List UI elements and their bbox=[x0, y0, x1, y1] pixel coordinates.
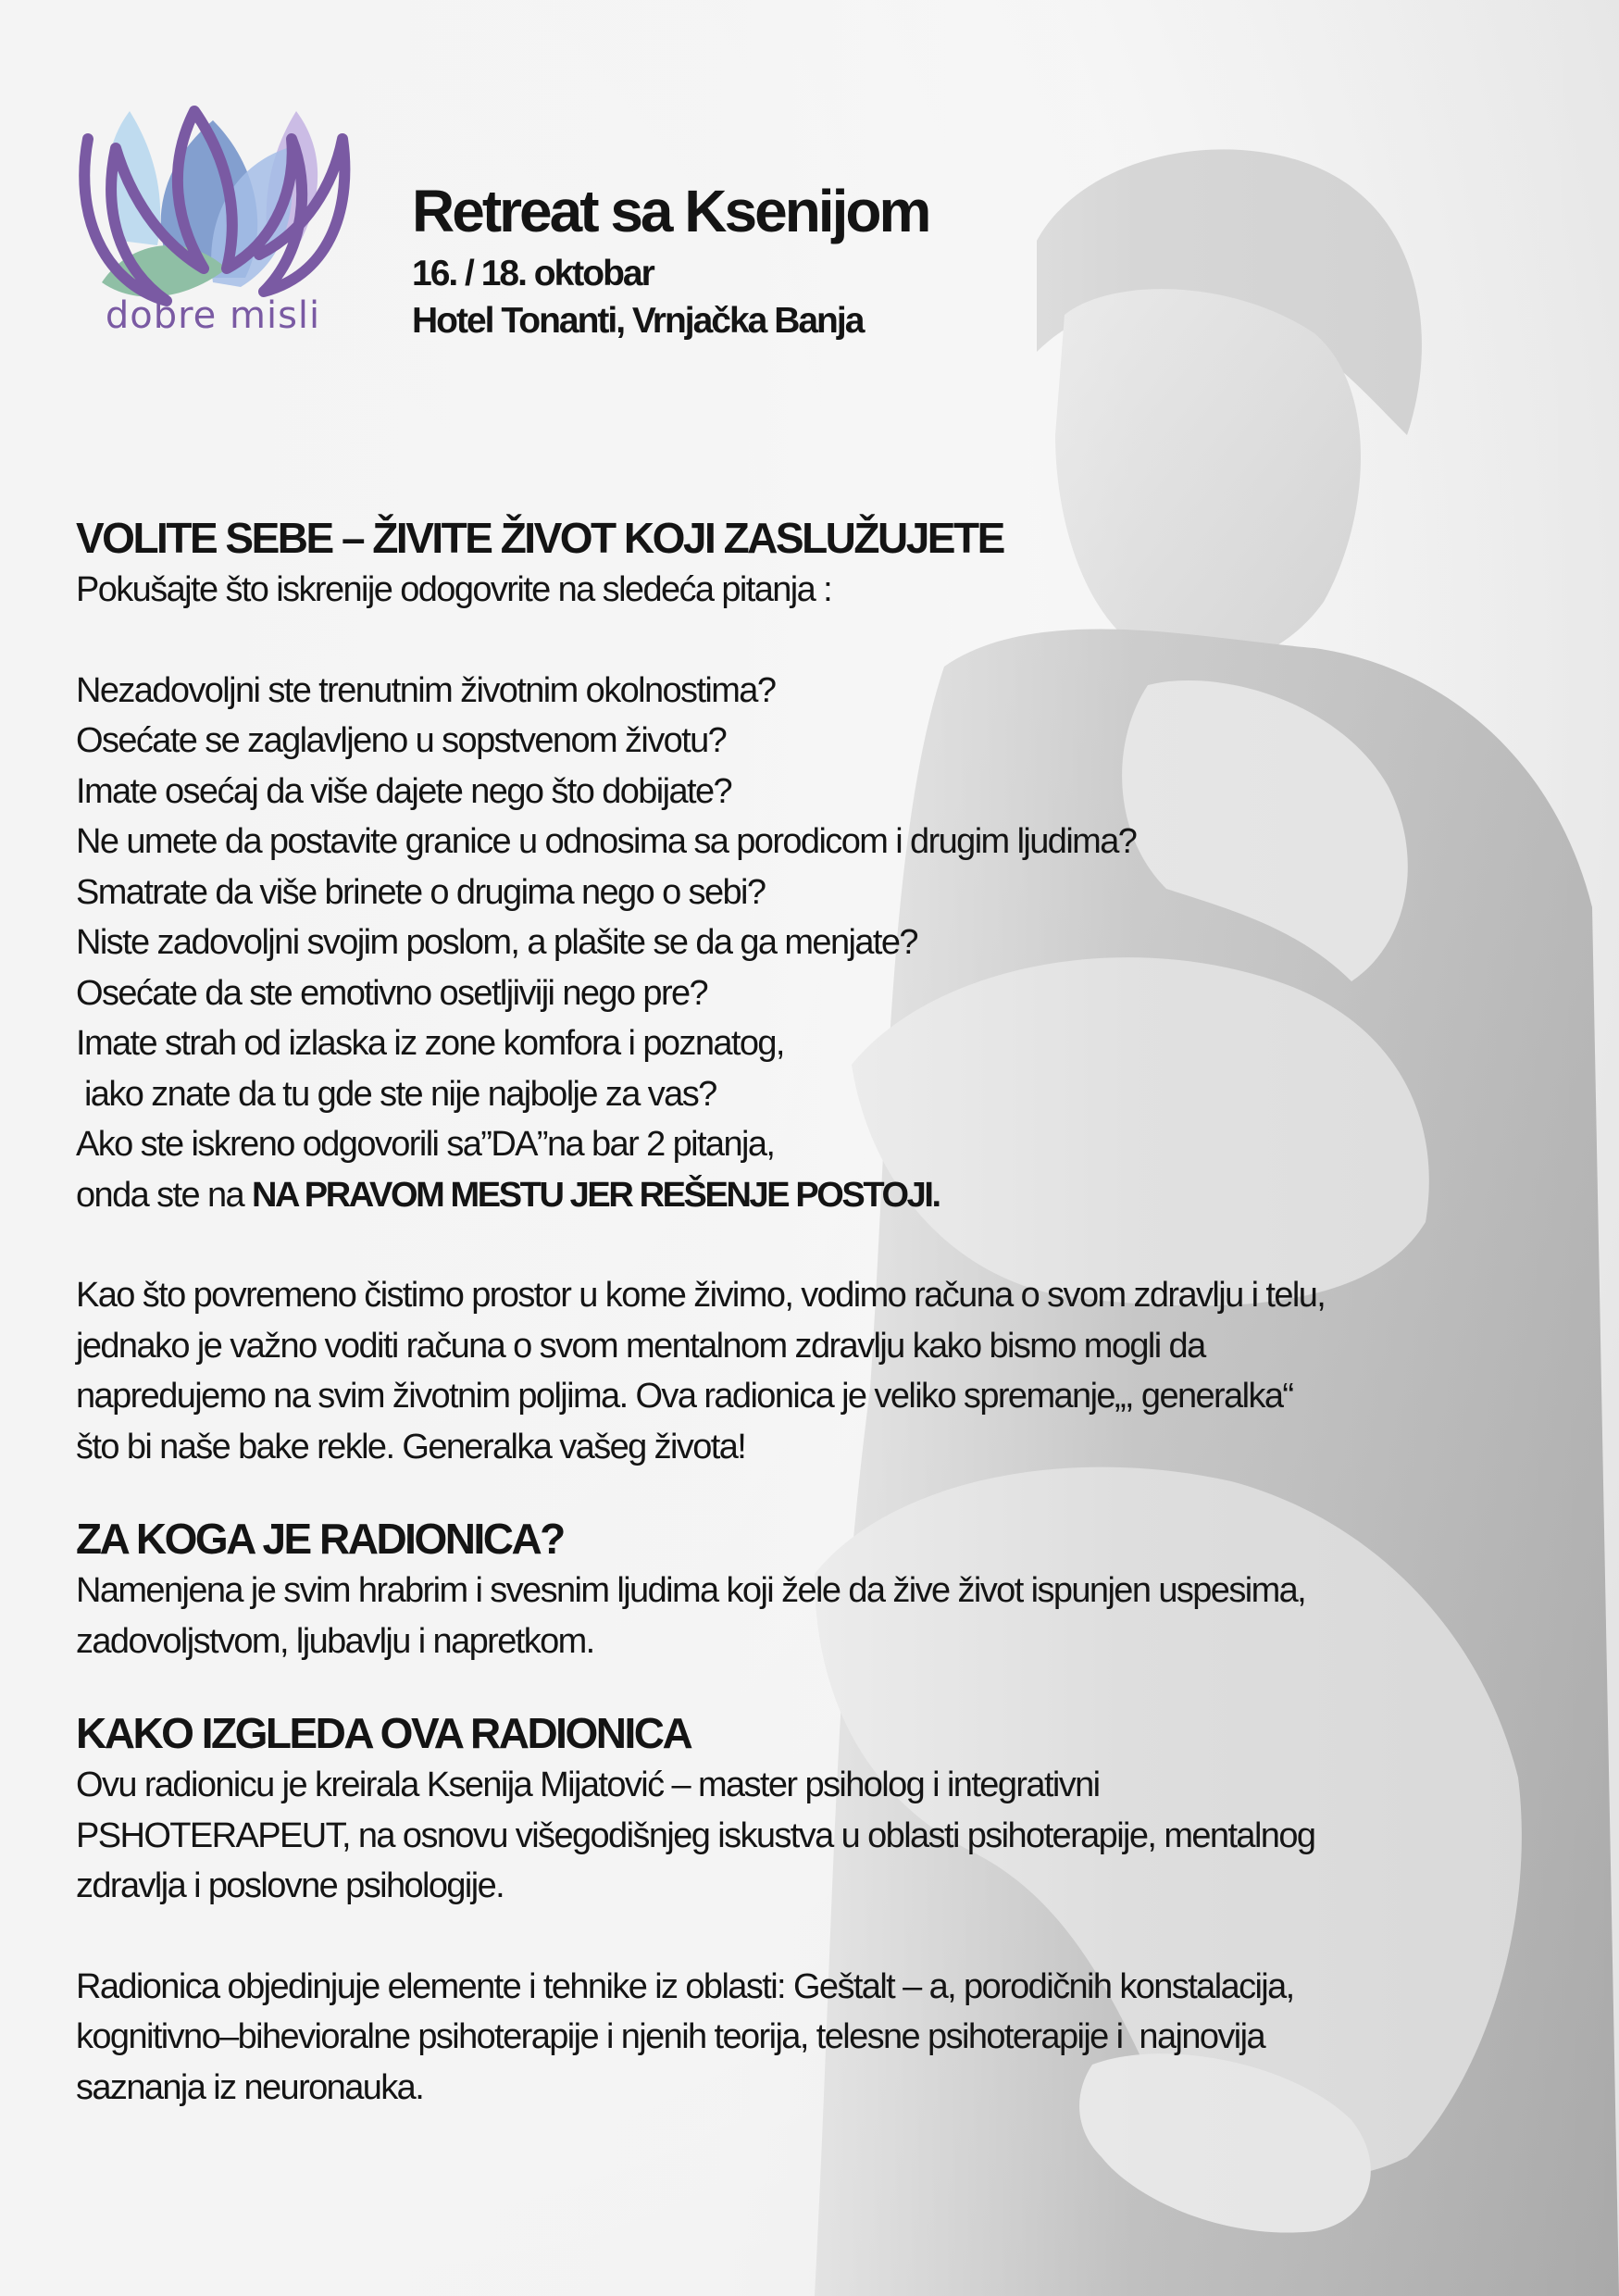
paragraph-line: što bi naše bake rekle. Generalka vašeg života! bbox=[76, 1427, 746, 1466]
paragraph-line: napredujemo na svim životnim poljima. Ova radionica je veliko spremanje„, generalka“ bbox=[76, 1377, 1293, 1416]
question-line: Osećate da ste emotivno osetljiviji nego pre? bbox=[76, 973, 708, 1013]
questions-list bbox=[76, 666, 1575, 1221]
event-header bbox=[412, 178, 929, 345]
event-dates: 16. / 18. oktobar bbox=[412, 254, 654, 293]
for-whom-heading: ZA KOGA JE RADIONICA? bbox=[76, 1515, 564, 1563]
question-line: Nezadovoljni ste trenutnim životnim okolnostima? bbox=[76, 670, 776, 710]
methods-line: saznanja iz neuronauka. bbox=[76, 2067, 424, 2107]
cleaning-paragraph bbox=[76, 1270, 1575, 1472]
intro-heading: VOLITE SEBE – ŽIVITE ŽIVOT KOJI ZASLUŽUJETE bbox=[76, 514, 1003, 562]
question-line: Niste zadovoljni svojim poslom, a plašite se da ga menjate? bbox=[76, 923, 917, 962]
how-line: Ovu radionicu je kreirala Ksenija Mijatović – master psiholog i integrativni bbox=[76, 1766, 1100, 1804]
dobre-misli-logo bbox=[65, 65, 361, 352]
question-line: iako znate da tu gde ste nije najbolje za vas? bbox=[76, 1074, 716, 1114]
question-line: Ne umete da postavite granice u odnosima sa porodicom i drugim ljudima? bbox=[76, 822, 1137, 861]
event-title: Retreat sa Ksenijom bbox=[412, 178, 929, 244]
intro-prompt: Pokušajte što iskrenije odogovrite na sledeća pitanja : bbox=[76, 570, 832, 609]
for-whom-line: zadovoljstvom, ljubavlju i napretkom. bbox=[76, 1621, 594, 1661]
paragraph-line: Kao što povremeno čistimo prostor u kome živimo, vodimo računa o svom zdravlju i telu, bbox=[76, 1276, 1326, 1315]
question-line: Imate osećaj da više dajete nego što dobijate? bbox=[76, 771, 732, 811]
logo-wordmark: dobre misli bbox=[105, 294, 321, 337]
methods-line: Radionica objedinjuje elemente i tehnike iz oblasti: Geštalt – a, porodičnih konstalacija, bbox=[76, 1966, 1294, 2006]
conclusion-line bbox=[76, 1170, 1575, 1221]
question-line: Ako ste iskreno odgovorili sa”DA”na bar 2 pitanja, bbox=[76, 1125, 775, 1164]
question-line: Smatrate da više brinete o drugima nego o sebi? bbox=[76, 872, 766, 912]
how-heading: KAKO IZGLEDA OVA RADIONICA bbox=[76, 1709, 691, 1757]
event-location: Hotel Tonanti, Vrnjačka Banja bbox=[412, 301, 864, 342]
question-line: Imate strah od izlaska iz zone komfora i poznatog, bbox=[76, 1024, 784, 1063]
main-text bbox=[76, 512, 1575, 2113]
for-whom-line: Namenjena je svim hrabrim i svesnim ljudima koji žele da žive život ispunjen uspesima, bbox=[76, 1571, 1306, 1610]
question-line: Osećate se zaglavljeno u sopstvenom životu? bbox=[76, 721, 727, 760]
how-line: PSHOTERAPEUT, na osnovu višegodišnjeg iskustva u oblasti psihoterapije, mentalnog bbox=[76, 1816, 1315, 1855]
conclusion-prefix: onda ste na bbox=[76, 1175, 252, 1215]
how-line: zdravlja i poslovne psihologije. bbox=[76, 1866, 504, 1905]
paragraph-line: jednako je važno voditi računa o svom mentalnom zdravlju kako bismo mogli da bbox=[76, 1326, 1205, 1366]
methods-line: kognitivno–bihevioralne psihoterapije i njenih teorija, telesne psihoterapije i najnovija bbox=[76, 2017, 1265, 2056]
conclusion-bold: NA PRAVOM MESTU JER REŠENJE POSTOJI. bbox=[251, 1175, 940, 1215]
